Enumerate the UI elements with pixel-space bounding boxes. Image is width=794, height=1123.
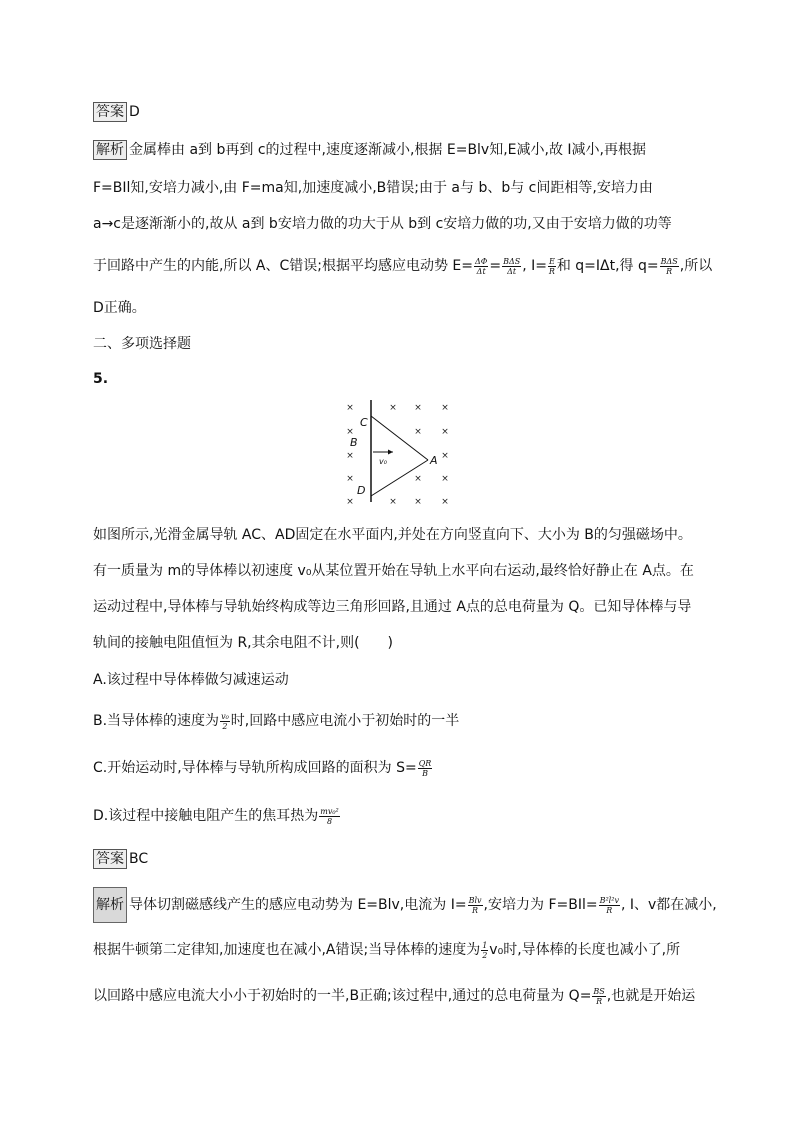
magnetic-field-figure <box>340 398 458 506</box>
fraction-qr-b: $\frac{QR}{B}$ <box>418 758 432 778</box>
analysis-1-text-1: 金属棒由 a到 b再到 c的过程中,速度逐渐减小,根据 E=Blv知,E减小,故 I减小,再根据 <box>129 142 646 158</box>
fraction-bs-r: $\frac{BS}{R}$ <box>593 986 605 1006</box>
option-a: A.该过程中导体棒做匀减速运动 <box>93 672 289 688</box>
svg-text:×: × <box>414 497 422 506</box>
label-d: D <box>357 484 366 497</box>
question-line-1: 如图所示,光滑金属导轨 AC、AD固定在水平面内,并处在方向竖直向下、大小为 B的匀强磁场中。 <box>93 527 692 543</box>
fraction-v0-2: $\frac{\text{v₀}}{2}$ <box>221 711 229 731</box>
answer-2 <box>93 849 148 869</box>
svg-text:×: × <box>441 427 449 437</box>
analysis-2-line-1: 解析 导体切割磁感线产生的感应电动势为 E=Blv,电流为 I= $\frac{\text{Blv}}{R}$ ,安培力为 F=BIl= $\frac{\text{B²l²v}}{R}$ , I、v都在减小, <box>93 887 717 923</box>
svg-text:×: × <box>441 474 449 484</box>
analysis-1-line-2: F=BIl知,安培力减小,由 F=ma知,加速度减小,B错误;由于 a与 b、b与 c间距相等,安培力由 <box>93 180 653 196</box>
fraction-mv0sq-8: $\frac{\text{mv₀²}}{8}$ <box>320 806 339 826</box>
velocity-arrowhead <box>388 450 393 455</box>
analysis-1-line-1 <box>93 140 646 160</box>
svg-text:×: × <box>414 474 422 484</box>
svg-text:×: × <box>346 451 354 461</box>
answer-label: 答案 <box>93 849 127 869</box>
svg-text:×: × <box>441 403 449 413</box>
option-c: C.开始运动时,导体棒与导轨所构成回路的面积为 S= $\frac{QR}{B}$ <box>93 758 432 778</box>
analysis-2-line-2: 根据牛顿第二定律知,加速度也在减小,A错误;当导体棒的速度为 $\frac{1}{2}$ v₀时,导体棒的长度也减小了,所 <box>93 940 681 960</box>
label-b: B <box>350 436 358 449</box>
analysis-1-text-4a: 于回路中产生的内能,所以 A、C错误;根据平均感应电动势 E= <box>93 258 473 274</box>
answer-1 <box>93 102 140 122</box>
analysis-1-line-3: a→c是逐渐渐小的,故从 a到 b安培力做的功大于从 b到 c安培力做的功,又由于安培力做的功等 <box>93 216 672 232</box>
question-line-3: 运动过程中,导体棒与导轨始终构成等边三角形回路,且通过 A点的总电荷量为 Q。已知导体棒与导 <box>93 599 692 615</box>
svg-text:×: × <box>346 474 354 484</box>
question-line-2: 有一质量为 m的导体棒以初速度 v₀从某位置开始在导轨上水平向右运动,最终恰好静止在 A点。在 <box>93 563 694 579</box>
label-a: A <box>430 454 438 467</box>
svg-text:×: × <box>414 427 422 437</box>
fraction-1-2: $\frac{1}{2}$ <box>482 940 488 960</box>
svg-text:×: × <box>414 403 422 413</box>
fraction-bds-r: $\frac{\text{BΔS}}{R}$ <box>660 256 678 276</box>
rail-ac <box>371 416 428 460</box>
fraction-blv-r: $\frac{\text{Blv}}{R}$ <box>468 895 482 915</box>
fraction-dphi-dt: $\frac{\Delta\Phi}{\Delta t}$ <box>475 256 488 276</box>
label-v0: v₀ <box>379 457 387 466</box>
svg-text:×: × <box>389 403 397 413</box>
analysis-2-line-3: 以回路中感应电流大小小于初始时的一半,B正确;该过程中,通过的总电荷量为 Q= $\frac{BS}{R}$ ,也就是开始运 <box>93 986 696 1006</box>
analysis-1-line-4: 于回路中产生的内能,所以 A、C错误;根据平均感应电动势 E= $\frac{\Delta\Phi}{\Delta t}$ = $\frac{\text{BΔS}}{\Delta t}$ , I= $\frac{E}{R}$ 和 q=IΔt,得 q= $\frac{\text{BΔS}}{R}$ ,所以 <box>93 256 713 276</box>
fraction-e-r: $\frac{E}{R}$ <box>548 256 555 276</box>
analysis-label: 解析 <box>93 140 127 160</box>
question-line-4: 轨间的接触电阻值恒为 R,其余电阻不计,则( ) <box>93 635 394 651</box>
svg-text:×: × <box>346 497 354 506</box>
section-heading: 二、多项选择题 <box>93 336 191 352</box>
svg-text:×: × <box>346 403 354 413</box>
svg-text:×: × <box>441 451 449 461</box>
fraction-b2l2v-r: $\frac{\text{B²l²v}}{R}$ <box>599 895 619 915</box>
answer-value: D <box>129 104 140 120</box>
option-b: B.当导体棒的速度为 $\frac{\text{v₀}}{2}$ 时,回路中感应电流小于初始时的一半 <box>93 711 460 731</box>
answer-label: 答案 <box>93 102 127 122</box>
svg-text:×: × <box>346 427 354 437</box>
svg-text:×: × <box>441 497 449 506</box>
question-number: 5. <box>93 371 109 387</box>
analysis-label: 解析 <box>93 887 127 923</box>
svg-text:×: × <box>389 497 397 506</box>
analysis-1-line-5: D正确。 <box>93 300 146 316</box>
label-c: C <box>360 416 368 429</box>
fraction-bds-dt: $\frac{\text{BΔS}}{\Delta t}$ <box>503 256 521 276</box>
answer-value: BC <box>129 851 149 867</box>
option-d: D.该过程中接触电阻产生的焦耳热为 $\frac{\text{mv₀²}}{8}$ <box>93 806 339 826</box>
